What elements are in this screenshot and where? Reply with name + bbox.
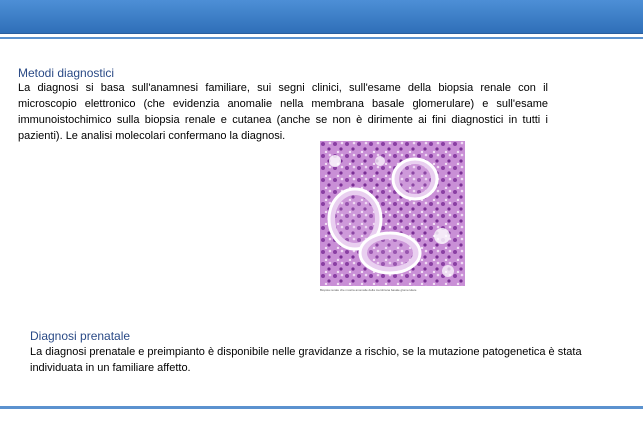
section-text-prenatal-diagnosis: La diagnosi prenatale e preimpianto è disponibile nelle gravidanze a rischio, se la mutazione patogenetica è stata individuata in un familiare affetto. [30,346,582,374]
kidney-biopsy-histology-image [320,141,465,286]
section-text-diagnostic-methods: La diagnosi si basa sull'anamnesi familiare, sui segni clinici, sull'esame della biopsia renale con il microscopio elettronico (che evidenzia anomalie nella membrana basale glomerulare) e sull'esame immunoistochimico sulla biopsia renale e cutanea (anche se non è dirimente ai fini diagnostici in tutti i pazienti). Le analisi molecolari confermano la diagnosi. [18,82,548,142]
section-title-diagnostic-methods: Metodi diagnostici [18,66,115,80]
section-title-prenatal-diagnosis: Diagnosi prenatale [30,329,131,343]
histology-figure [320,141,465,301]
header-bar [0,0,643,34]
header-divider [0,37,643,39]
footer-divider [0,406,643,409]
figure-caption: Biopsia renale che mostra anomalie della membrana basale glomerulare [320,288,417,292]
